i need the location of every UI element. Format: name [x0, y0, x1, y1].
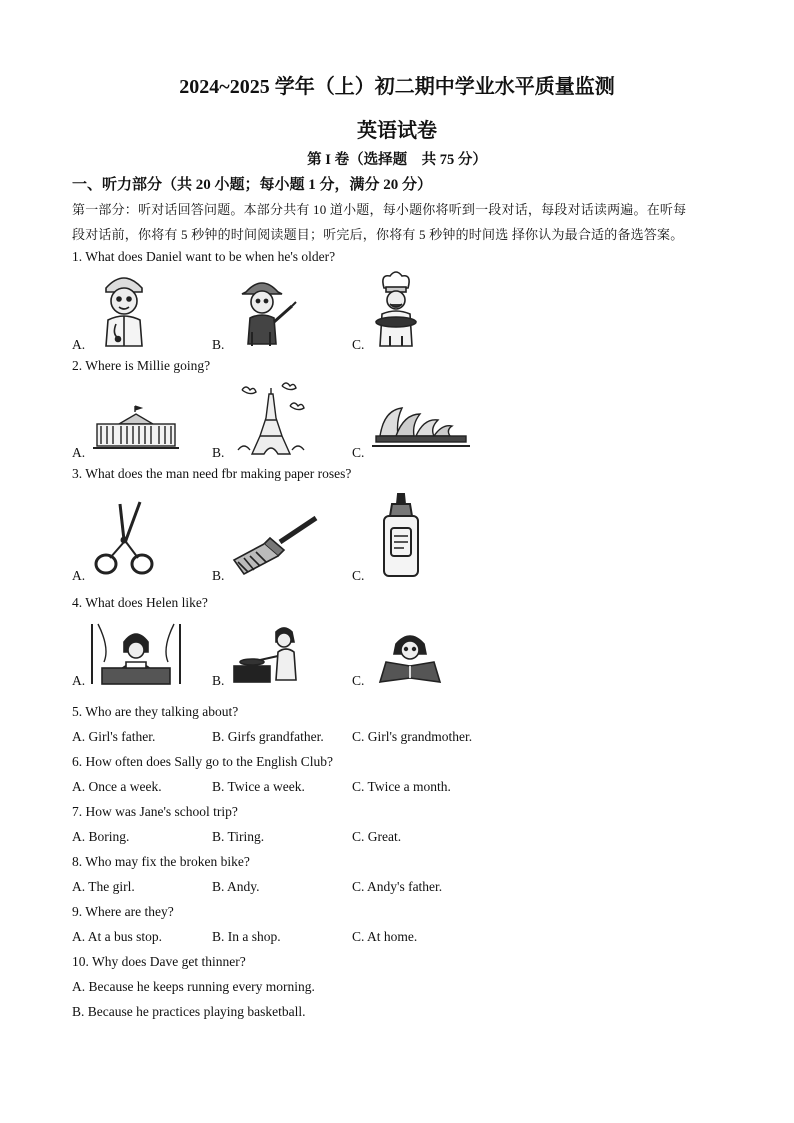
question-3-text: 3. What does the man need fbr making paper roses?	[72, 466, 352, 481]
question-6-text: 6. How often does Sally go to the English Club?	[72, 754, 333, 769]
girl-reading-picture	[372, 630, 448, 684]
glue-bottle-picture	[378, 492, 424, 580]
q1-option-c[interactable]: C.	[352, 337, 365, 352]
q2-option-a[interactable]: A.	[72, 445, 86, 460]
q1-option-b[interactable]: B.	[212, 337, 225, 352]
question-7-text: 7. How was Jane's school trip?	[72, 804, 238, 819]
q8-option-c[interactable]: C. Andy's father.	[352, 879, 443, 894]
brush-picture	[230, 514, 322, 580]
page-title: 2024~2025 学年（上）初二期中学业水平质量监测	[179, 76, 615, 98]
q3-option-b[interactable]: B.	[212, 568, 225, 583]
q4-option-c[interactable]: C.	[352, 673, 365, 688]
doctor-picture	[92, 268, 156, 348]
question-9-text: 9. Where are they?	[72, 904, 174, 919]
question-4-text: 4. What does Helen like?	[72, 595, 208, 610]
question-5-text: 5. Who are they talking about?	[72, 704, 239, 719]
q7-option-a[interactable]: A. Boring.	[72, 829, 130, 844]
q10-option-b[interactable]: B. Because he practices playing basketball.	[72, 1004, 306, 1019]
question-1-text: 1. What does Daniel want to be when he's older?	[72, 249, 336, 264]
q7-option-b[interactable]: B. Tiring.	[212, 829, 265, 844]
page-subtitle: 英语试卷	[357, 120, 437, 142]
question-8-text: 8. Who may fix the broken bike?	[72, 854, 250, 869]
q9-option-c[interactable]: C. At home.	[352, 929, 418, 944]
section-intro-line1: 第一部分：听对话回答问题。本部分共有 10 道小题，每小题你将听到一段对话，每段对话读两遍。在听每	[72, 202, 687, 217]
q6-option-a[interactable]: A. Once a week.	[72, 779, 162, 794]
q6-option-b[interactable]: B. Twice a week.	[212, 779, 305, 794]
q2-option-b[interactable]: B.	[212, 445, 225, 460]
question-2-text: 2. Where is Millie going?	[72, 358, 211, 373]
q8-option-a[interactable]: A. The girl.	[72, 879, 135, 894]
sydney-opera-house-picture	[372, 406, 470, 450]
white-house-picture	[93, 404, 179, 452]
chef-picture	[370, 270, 422, 350]
q1-option-a[interactable]: A.	[72, 337, 86, 352]
question-10-text: 10. Why does Dave get thinner?	[72, 954, 246, 969]
scissors-picture	[90, 500, 160, 580]
q5-option-b[interactable]: B. Girfs grandfather.	[212, 729, 324, 744]
girl-cooking-picture	[232, 626, 304, 684]
q3-option-a[interactable]: A.	[72, 568, 86, 583]
q5-option-c[interactable]: C. Girl's grandmother.	[352, 729, 473, 744]
q7-option-c[interactable]: C. Great.	[352, 829, 402, 844]
eiffel-tower-picture	[232, 380, 310, 458]
section-heading: 一、听力部分（共 20 小题；每小题 1 分，满分 20 分）	[72, 177, 433, 193]
part-title: 第 I 卷（选择题 共 75 分）	[307, 152, 487, 168]
q4-option-b[interactable]: B.	[212, 673, 225, 688]
q3-option-c[interactable]: C.	[352, 568, 365, 583]
q10-option-a[interactable]: A. Because he keeps running every morning.	[72, 979, 315, 994]
q6-option-c[interactable]: C. Twice a month.	[352, 779, 451, 794]
q5-option-a[interactable]: A. Girl's father.	[72, 729, 156, 744]
section-intro-line2: 段对话前，你将有 5 秒钟的时间阅读题目；听完后，你将有 5 秒钟的时间选 择你认为最合适的备选答案。	[72, 227, 684, 242]
girl-at-desk-picture	[90, 622, 182, 686]
q4-option-a[interactable]: A.	[72, 673, 86, 688]
q9-option-b[interactable]: B. In a shop.	[212, 929, 281, 944]
q8-option-b[interactable]: B. Andy.	[212, 879, 260, 894]
q2-option-c[interactable]: C.	[352, 445, 365, 460]
firefighter-picture	[230, 272, 298, 348]
q9-option-a[interactable]: A. At a bus stop.	[72, 929, 163, 944]
